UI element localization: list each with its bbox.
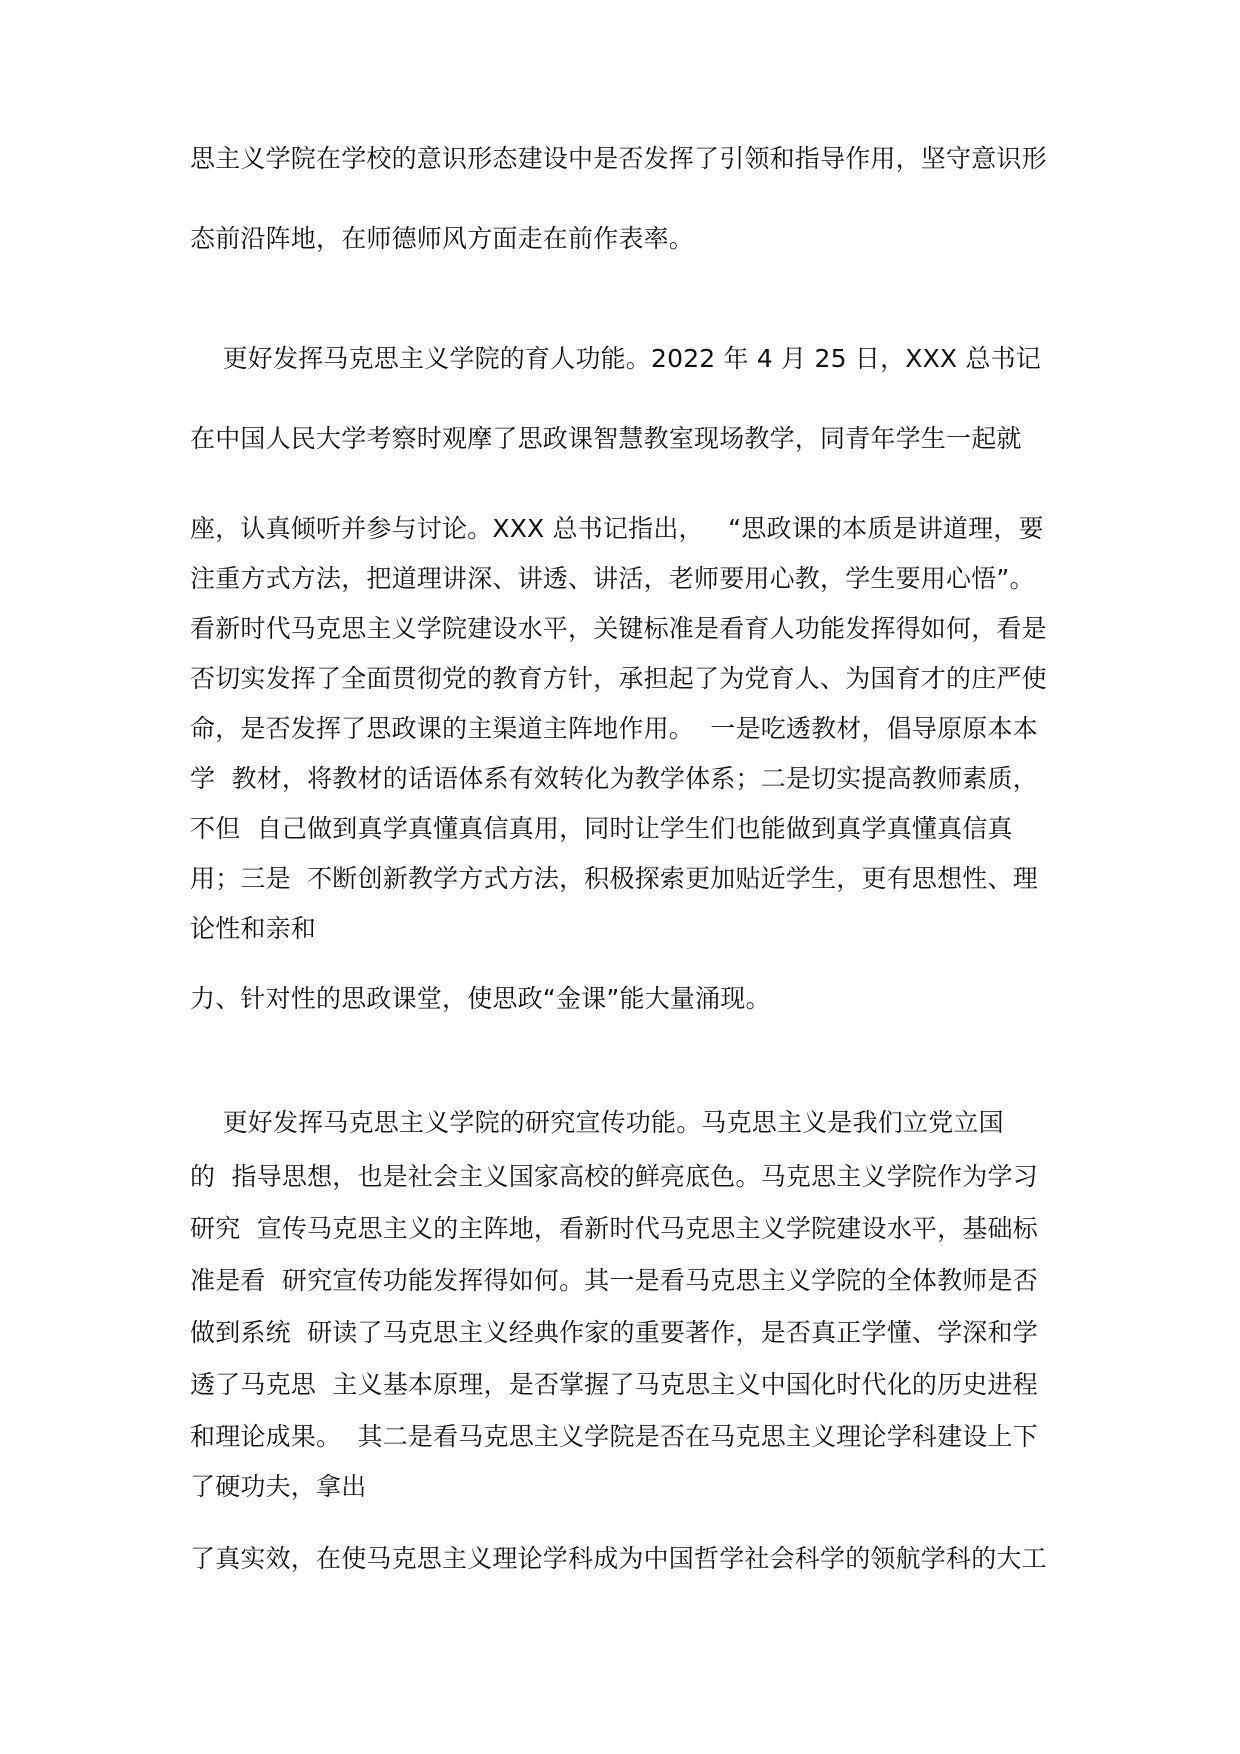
text-line: 否切实发挥了全面贯彻党的教育方针，承担起了为党育人、为国育才的庄严使 xyxy=(190,664,1047,693)
text-line: 在中国人民大学考察时观摩了思政课智慧教室现场教学，同青年学生一起就 xyxy=(190,424,1022,453)
text-line: 用；三是 不断创新教学方式方法，积极探索更加贴近学生，更有思想性、理 xyxy=(190,864,1038,893)
text-line: 研究 宣传马克思主义的主阵地，看新时代马克思主义学院建设水平，基础标 xyxy=(190,1214,1038,1243)
text-line: 透了马克思 主义基本原理，是否掌握了马克思主义中国化时代化的历史进程 xyxy=(190,1370,1038,1399)
text-line: 不但 自己做到真学真懂真信真用，同时让学生们也能做到真学真懂真信真 xyxy=(190,814,1013,843)
text-line: 更好发挥马克思主义学院的研究宣传功能。马克思主义是我们立党立国 xyxy=(190,1108,1004,1137)
text-line: 思主义学院在学校的意识形态建设中是否发挥了引领和指导作用，坚守意识形 xyxy=(190,144,1047,173)
text-line: 力、针对性的思政课堂，使思政“金课”能大量涌现。 xyxy=(190,984,771,1013)
text-line: 了硬功夫，拿出 xyxy=(190,1472,367,1501)
text-line: 注重方式方法，把道理讲深、讲透、讲活，老师要用心教，学生要用心悟”。 xyxy=(190,564,1035,593)
text-line: 学 教材，将教材的话语体系有效转化为教学体系；二是切实提高教师素质， xyxy=(190,764,1038,793)
text-line: 的 指导思想，也是社会主义国家高校的鲜亮底色。马克思主义学院作为学习 xyxy=(190,1162,1038,1191)
text-line: 更好发挥马克思主义学院的育人功能。2022 年 4 月 25 日，XXX 总书记 xyxy=(190,344,1041,373)
text-line: 做到系统 研读了马克思主义经典作家的重要著作，是否真正学懂、学深和学 xyxy=(190,1318,1038,1347)
text-line: 准是看 研究宣传功能发挥得如何。其一是看马克思主义学院的全体教师是否 xyxy=(190,1266,1038,1295)
text-line: 论性和亲和 xyxy=(190,914,317,943)
text-line: 态前沿阵地，在师德师风方面走在前作表率。 xyxy=(190,224,695,253)
text-line: 看新时代马克思主义学院建设水平，关键标准是看育人功能发挥得如何，看是 xyxy=(190,614,1047,643)
text-line: 了真实效，在使马克思主义理论学科成为中国哲学社会科学的领航学科的大工 xyxy=(190,1544,1047,1573)
text-line: 和理论成果。 其二是看马克思主义学院是否在马克思主义理论学科建设上下 xyxy=(190,1422,1038,1451)
text-line: 命，是否发挥了思政课的主渠道主阵地作用。 一是吃透教材，倡导原原本本 xyxy=(190,714,1038,743)
text-line: 座，认真倾听并参与讨论。XXX 总书记指出， “思政课的本质是讲道理，要 xyxy=(190,514,1044,543)
